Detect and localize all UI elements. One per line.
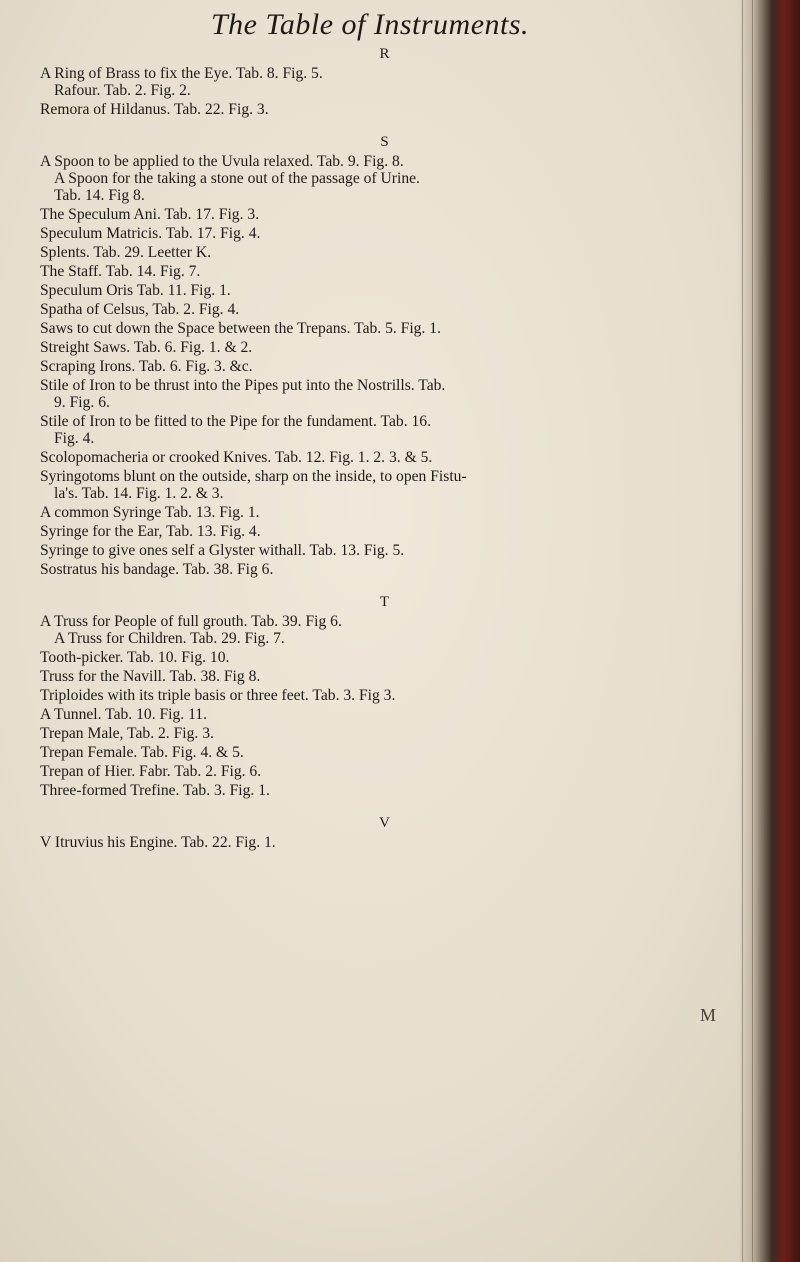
index-entry xyxy=(40,153,730,204)
section-letter: V xyxy=(379,815,391,831)
entry-line: V Itruvius his Engine. Tab. 22. Fig. 1. xyxy=(40,834,276,851)
section-letter: S xyxy=(380,134,390,150)
entry-line: A Truss for People of full grouth. Tab. 39. Fig 6. xyxy=(40,613,342,630)
section-spacer xyxy=(40,118,730,132)
index-entry xyxy=(40,339,730,356)
entry-line: Trepan Male, Tab. 2. Fig. 3. xyxy=(40,725,214,742)
entry-line: Splents. Tab. 29. Leetter K. xyxy=(40,244,211,261)
index-entry xyxy=(40,763,730,780)
index-entry xyxy=(40,468,730,502)
entry-line: Three-formed Trefine. Tab. 3. Fig. 1. xyxy=(40,782,270,799)
entry-line: Speculum Matricis. Tab. 17. Fig. 4. xyxy=(40,225,261,242)
entry-line: Stile of Iron to be thrust into the Pipes put into the Nostrills. Tab. xyxy=(40,377,446,394)
section-spacer xyxy=(40,799,730,813)
index-entry xyxy=(40,504,730,521)
entry-line: Trepan Female. Tab. Fig. 4. & 5. xyxy=(40,744,244,761)
entry-line: Scolopomacheria or crooked Knives. Tab. 12. Fig. 1. 2. 3. & 5. xyxy=(40,449,433,466)
entry-line: A Spoon for the taking a stone out of the passage of Urine. xyxy=(54,170,420,187)
entry-line: Fig. 4. xyxy=(54,430,95,447)
index-entry xyxy=(40,613,730,647)
index-entry xyxy=(40,65,730,99)
index-entry xyxy=(40,301,730,318)
entry-line: A Spoon to be applied to the Uvula relaxed. Tab. 9. Fig. 8. xyxy=(40,153,404,170)
entry-line: Stile of Iron to be fitted to the Pipe for the fundament. Tab. 16. xyxy=(40,413,431,430)
entry-line: The Staff. Tab. 14. Fig. 7. xyxy=(40,263,201,280)
entry-line: Speculum Oris Tab. 11. Fig. 1. xyxy=(40,282,231,299)
entry-line: Syringe to give ones self a Glyster withall. Tab. 13. Fig. 5. xyxy=(40,542,405,559)
entry-line: Trepan of Hier. Fabr. Tab. 2. Fig. 6. xyxy=(40,763,262,780)
gutter-line xyxy=(742,0,743,1262)
entry-line: A Tunnel. Tab. 10. Fig. 11. xyxy=(40,706,208,723)
section-letter: R xyxy=(379,46,391,62)
index-entry xyxy=(40,263,730,280)
entry-line: A common Syringe Tab. 13. Fig. 1. xyxy=(40,504,260,521)
index-entry xyxy=(40,282,730,299)
index-entry xyxy=(40,449,730,466)
entry-line: A Truss for Children. Tab. 29. Fig. 7. xyxy=(54,630,285,647)
entry-line: la's. Tab. 14. Fig. 1. 2. & 3. xyxy=(54,485,224,502)
entry-line: Streight Saws. Tab. 6. Fig. 1. & 2. xyxy=(40,339,253,356)
section-spacer xyxy=(40,578,730,592)
index-entry xyxy=(40,725,730,742)
entry-line: 9. Fig. 6. xyxy=(54,394,110,411)
entry-line: Spatha of Celsus, Tab. 2. Fig. 4. xyxy=(40,301,240,318)
section-letter: T xyxy=(379,594,391,610)
entry-line: A Ring of Brass to fix the Eye. Tab. 8. Fig. 5. xyxy=(40,65,323,82)
entry-line: Tab. 14. Fig 8. xyxy=(54,187,145,204)
entry-line: Remora of Hildanus. Tab. 22. Fig. 3. xyxy=(40,101,269,118)
index-entry xyxy=(40,687,730,704)
index-entry xyxy=(40,706,730,723)
entry-line: Tooth-picker. Tab. 10. Fig. 10. xyxy=(40,649,230,666)
gutter-line xyxy=(752,0,753,1262)
index-entry xyxy=(40,244,730,261)
index-entry xyxy=(40,523,730,540)
entry-line: Syringe for the Ear, Tab. 13. Fig. 4. xyxy=(40,523,261,540)
index-entry xyxy=(40,413,730,447)
entry-line: Scraping Irons. Tab. 6. Fig. 3. &c. xyxy=(40,358,253,375)
entry-line: Saws to cut down the Space between the Trepans. Tab. 5. Fig. 1. xyxy=(40,320,441,337)
entry-line: Truss for the Navill. Tab. 38. Fig 8. xyxy=(40,668,261,685)
book-gutter xyxy=(738,0,800,1262)
index-entry xyxy=(40,377,730,411)
entry-line: Rafour. Tab. 2. Fig. 2. xyxy=(54,82,191,99)
page-title: The Table of Instruments. xyxy=(210,8,530,41)
index-content xyxy=(40,44,730,851)
entry-line: Triploides with its triple basis or three feet. Tab. 3. Fig 3. xyxy=(40,687,396,704)
entry-line: Sostratus his bandage. Tab. 38. Fig 6. xyxy=(40,561,274,578)
index-entry xyxy=(40,649,730,666)
signature-mark: M xyxy=(700,1005,717,1025)
index-entry xyxy=(40,834,730,851)
entry-line: Syringotoms blunt on the outside, sharp on the inside, to open Fistu- xyxy=(40,468,467,485)
index-entry xyxy=(40,668,730,685)
index-entry xyxy=(40,101,730,118)
index-entry xyxy=(40,320,730,337)
index-entry xyxy=(40,782,730,799)
index-entry xyxy=(40,542,730,559)
index-entry xyxy=(40,358,730,375)
entry-line: The Speculum Ani. Tab. 17. Fig. 3. xyxy=(40,206,260,223)
index-entry xyxy=(40,744,730,761)
index-entry xyxy=(40,225,730,242)
index-entry xyxy=(40,206,730,223)
index-entry xyxy=(40,561,730,578)
